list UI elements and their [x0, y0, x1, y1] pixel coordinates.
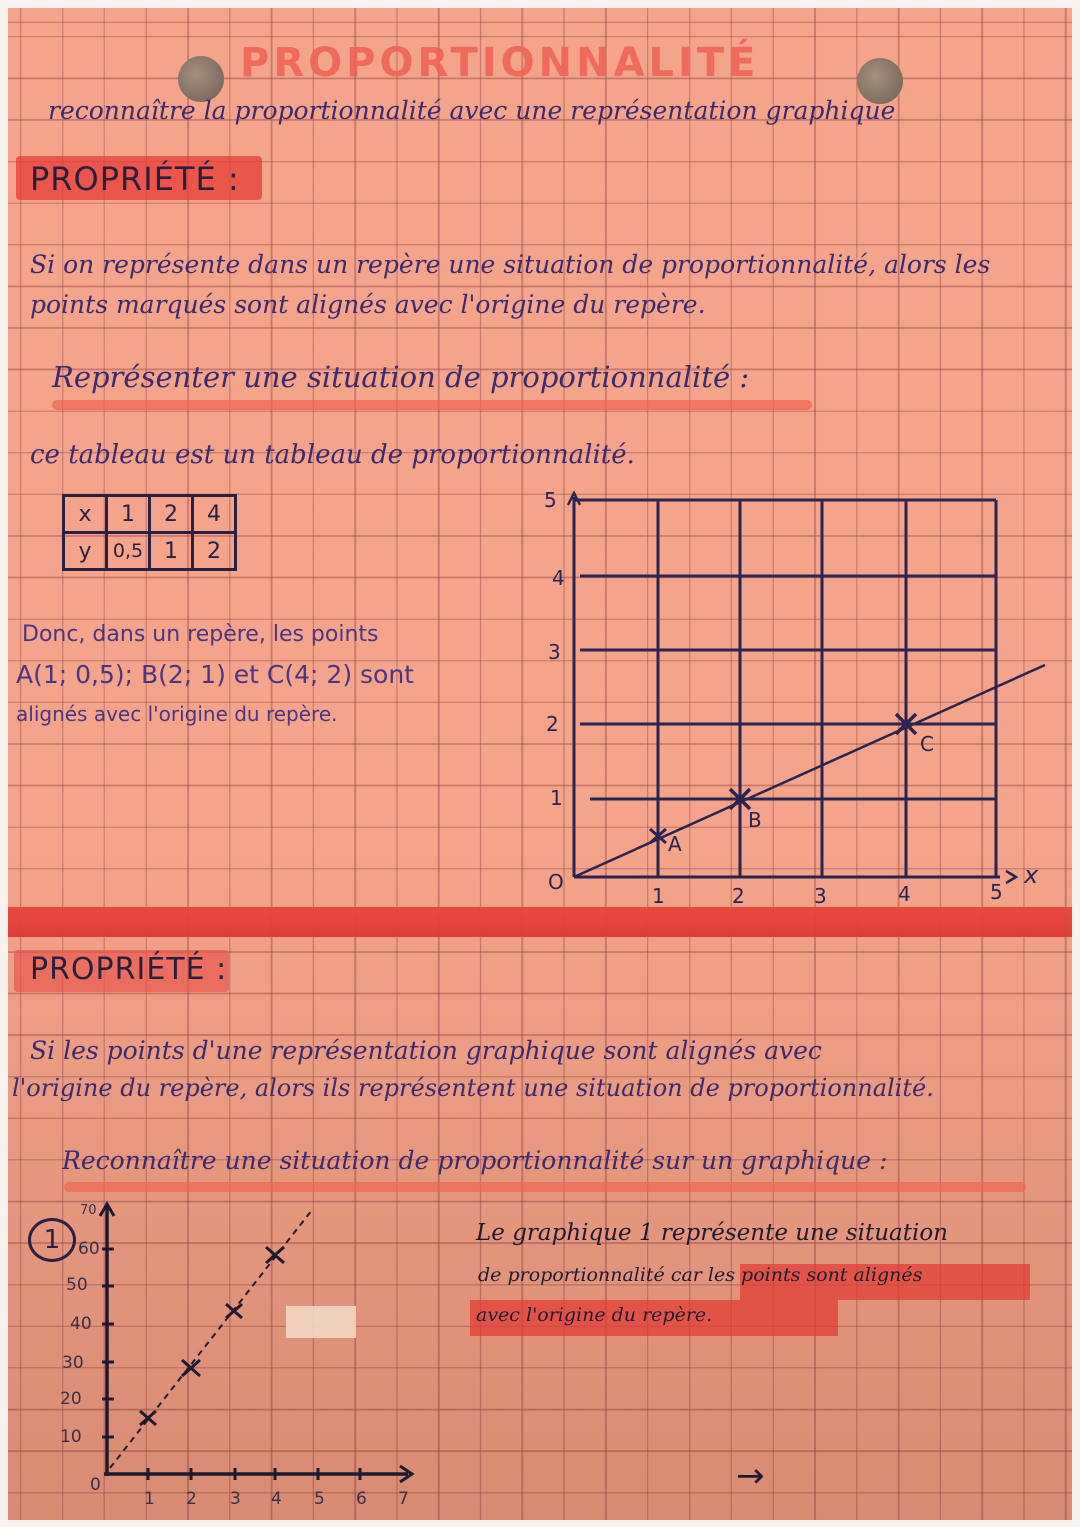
svg-text:20: 20	[60, 1389, 82, 1409]
chart-proportional-points	[530, 485, 1050, 905]
property-text-line-1: Si on représente dans un repère une situation de proportionnalité, alors les	[30, 250, 991, 279]
svg-text:B: B	[748, 808, 762, 832]
section-heading-represent: Représenter une situation de proportionnalité :	[52, 360, 750, 394]
conclusion-line-2: A(1; 0,5); B(2; 1) et C(4; 2) sont	[16, 660, 414, 689]
property-text-line-2: points marqués sont alignés avec l'origine du repère.	[30, 290, 706, 319]
property-label: PROPRIÉTÉ :	[30, 160, 240, 198]
svg-text:60: 60	[78, 1239, 100, 1259]
table-row-x	[64, 496, 236, 533]
svg-text:1: 1	[144, 1489, 155, 1509]
tape-patch	[286, 1306, 356, 1338]
svg-text:1: 1	[550, 786, 563, 810]
table-cell: x	[64, 496, 107, 533]
svg-text:7: 7	[398, 1489, 409, 1509]
svg-text:3: 3	[814, 884, 827, 905]
note-line-1: Le graphique 1 représente une situation	[476, 1220, 948, 1246]
svg-text:1: 1	[652, 884, 665, 905]
svg-text:C: C	[920, 732, 934, 756]
svg-text:0: 0	[90, 1475, 101, 1495]
page-subtitle: reconnaître la proportionnalité avec une représentation graphique	[48, 96, 896, 125]
property-text-line-2: l'origine du repère, alors ils représentent une situation de proportionnalité.	[12, 1074, 934, 1102]
conclusion-line-3: alignés avec l'origine du repère.	[16, 702, 338, 726]
heading-underline	[64, 1182, 1026, 1192]
graph-number: 1	[43, 1225, 61, 1255]
table-cell: 4	[193, 496, 236, 533]
svg-text:50: 50	[66, 1275, 88, 1295]
note-line-2: de proportionnalité car les points sont alignés	[478, 1264, 923, 1286]
table-cell: 1	[107, 496, 150, 533]
svg-text:5: 5	[990, 880, 1003, 904]
table-cell: 0,5	[107, 533, 150, 570]
svg-text:3: 3	[230, 1489, 241, 1509]
svg-text:40: 40	[70, 1314, 92, 1334]
svg-text:10: 10	[60, 1427, 82, 1447]
svg-text:4: 4	[271, 1489, 282, 1509]
svg-text:70: 70	[80, 1203, 97, 1218]
svg-text:5: 5	[314, 1489, 325, 1509]
svg-text:4: 4	[552, 566, 565, 590]
svg-text:O: O	[548, 870, 564, 894]
table-cell: 1	[150, 533, 193, 570]
page-title: PROPORTIONNALITÉ	[240, 40, 760, 86]
svg-text:6: 6	[356, 1489, 367, 1509]
section-heading-recognize: Reconnaître une situation de proportionnalité sur un graphique :	[62, 1146, 888, 1175]
section-divider	[8, 907, 1072, 937]
svg-text:3: 3	[548, 640, 561, 664]
next-page-arrow-icon: →	[736, 1456, 765, 1496]
svg-text:x: x	[1024, 861, 1039, 889]
svg-text:5: 5	[544, 488, 557, 512]
table-cell: 2	[193, 533, 236, 570]
svg-text:A: A	[668, 832, 682, 856]
svg-text:30: 30	[62, 1353, 84, 1373]
svg-text:2: 2	[546, 712, 559, 736]
table-cell: y	[64, 533, 107, 570]
property-text-line-1: Si les points d'une représentation graphique sont alignés avec	[30, 1036, 822, 1065]
chart-graph-1	[60, 1198, 480, 1518]
svg-text:2: 2	[732, 884, 745, 905]
svg-text:4: 4	[898, 882, 911, 905]
table-row-y	[64, 533, 236, 570]
table-cell: 2	[150, 496, 193, 533]
conclusion-line-1: Donc, dans un repère, les points	[22, 622, 379, 647]
proportionality-table	[62, 494, 237, 571]
property-label: PROPRIÉTÉ :	[30, 952, 228, 987]
table-intro: ce tableau est un tableau de proportionnalité.	[30, 440, 635, 470]
heading-underline	[52, 400, 812, 410]
svg-text:2: 2	[186, 1489, 197, 1509]
note-line-3: avec l'origine du repère.	[476, 1304, 713, 1326]
